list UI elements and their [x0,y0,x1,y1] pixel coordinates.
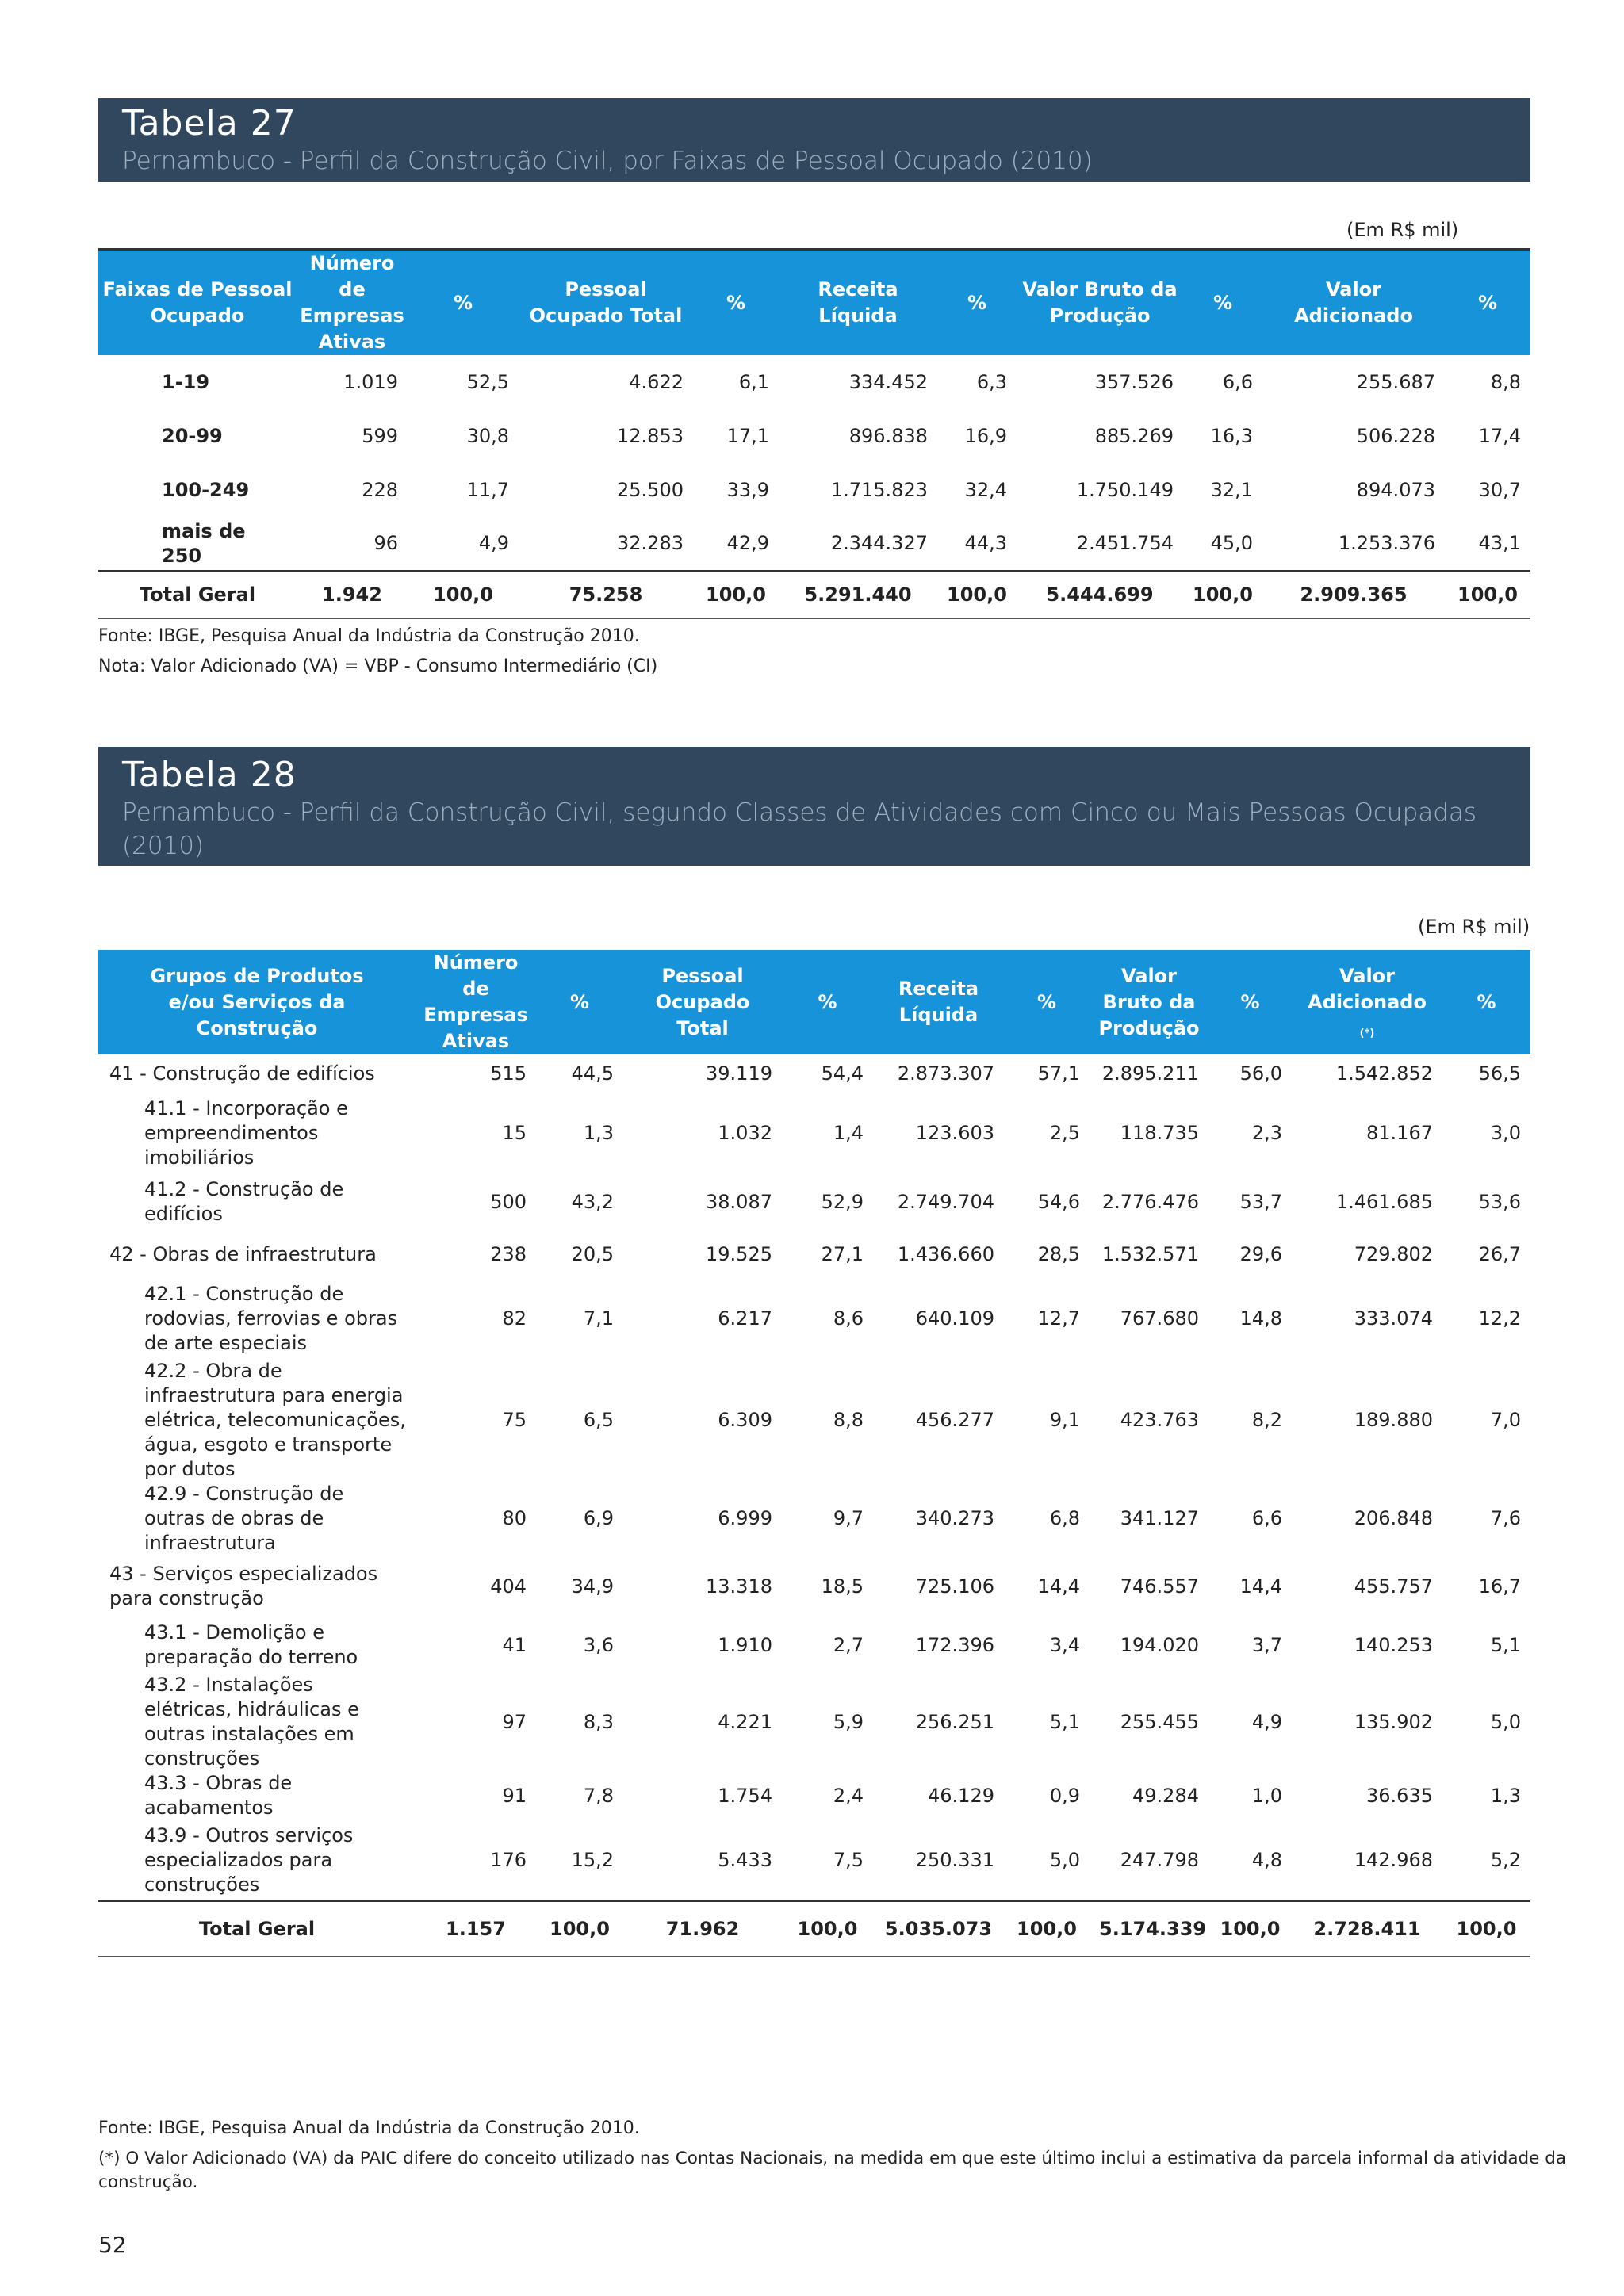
table-cell: 45,0 [1210,532,1253,554]
total-cell: 100,0 [1456,1917,1517,1940]
table-cell: 14,8 [1239,1307,1282,1330]
table-cell: 9,7 [833,1507,864,1529]
col-header: % [726,291,746,314]
table-cell: 2.749.704 [897,1190,994,1213]
table-cell: 247.798 [1120,1849,1199,1871]
total-cell: 100,0 [1220,1917,1281,1940]
col-header: Valor Bruto da Produção [1022,278,1178,327]
table-cell: 27,1 [821,1242,864,1265]
table-cell: 228 [362,478,398,501]
total-cell: 75.258 [569,583,643,606]
total-cell: 71.962 [665,1917,740,1940]
table-28-subtitle: Pernambuco - Perfil da Construção Civil, segundo Classes de Atividades com Cinco ou Mais Pessoas Ocupadas (2010) [122,798,1477,860]
table-cell: 2.776.476 [1101,1190,1199,1213]
table-cell: 206.848 [1354,1507,1433,1529]
table-cell: 123.603 [915,1121,994,1144]
table-27-subtitle: Pernambuco - Perfil da Construção Civil, por Faixas de Pessoal Ocupado (2010) [122,147,1093,175]
table-row [98,463,1530,517]
total-cell: 1.942 [322,583,382,606]
table-cell: 1.750.149 [1076,478,1174,501]
table-28-title: Tabela 28 [122,755,297,795]
table-cell: 1.910 [718,1633,772,1656]
table-cell: 52,9 [821,1190,864,1213]
table-cell: 29,6 [1239,1242,1282,1265]
table-cell: 176 [490,1849,527,1871]
table-cell: 885.269 [1094,424,1174,447]
table-cell: 5,1 [1049,1710,1080,1733]
table-cell: 4,9 [1251,1710,1282,1733]
table-cell: 1.461.685 [1335,1190,1433,1213]
table-cell: 49.284 [1132,1784,1199,1807]
table-cell: 140.253 [1354,1633,1433,1656]
row-label: 43.2 - Instalações elétricas, hidráulicas e outras instalações em construções [144,1674,359,1770]
col-header: Grupos de Produtos e/ou Serviços da Construção [150,964,364,1039]
table-cell: 6,1 [738,370,769,393]
table-cell: 1.019 [343,370,398,393]
row-label: 1-19 [162,370,210,393]
total-cell: 5.444.699 [1046,583,1154,606]
table-cell: 54,6 [1037,1190,1080,1213]
row-label: 43.3 - Obras de acabamentos [144,1772,293,1819]
table-cell: 13.318 [706,1575,772,1598]
total-cell: 100,0 [433,583,493,606]
table-cell: 7,6 [1490,1507,1521,1529]
total-cell: 2.728.411 [1313,1917,1421,1940]
table-cell: 2,7 [833,1633,864,1656]
col-header: % [1240,990,1260,1013]
table-cell: 1.715.823 [830,478,928,501]
total-cell: 100,0 [947,583,1007,606]
table-cell: 56,0 [1239,1062,1282,1085]
table-cell: 1.436.660 [897,1242,994,1265]
total-cell: 100,0 [706,583,766,606]
total-label: Total Geral [198,1917,316,1940]
table-cell: 18,5 [821,1575,864,1598]
row-label: 42.1 - Construção de rodovias, ferrovias e obras de arte especiais [144,1282,398,1354]
table-row [98,1359,1530,1482]
col-header: % [1477,291,1498,314]
table-cell: 20,5 [571,1242,614,1265]
table-cell: 6.217 [718,1307,772,1330]
table-cell: 255.455 [1120,1710,1199,1733]
col-header: % [1477,990,1496,1013]
table-cell: 255.687 [1356,370,1435,393]
table-cell: 5.433 [718,1849,772,1871]
table-cell: 39.119 [706,1062,772,1085]
table-cell: 6,5 [583,1409,614,1431]
table-cell: 0,9 [1049,1784,1080,1807]
total-cell: 2.909.365 [1300,583,1408,606]
table-cell: 896.838 [848,424,928,447]
table-row [98,1556,1530,1617]
row-label: 42.2 - Obra de infraestrutura para energia elétrica, telecomunicações, água, esgoto e transporte por dutos [144,1360,406,1480]
total-cell: 5.174.339 [1099,1917,1207,1940]
col-header: % [569,990,590,1013]
table-row [98,1673,1530,1771]
table-row [98,1230,1530,1278]
table-cell: 357.526 [1094,370,1174,393]
col-header: Faixas de Pessoal Ocupado [102,278,293,327]
table-row [98,1820,1530,1901]
total-cell: 100,0 [1457,583,1518,606]
col-header: % [818,990,837,1013]
table-cell: 333.074 [1354,1307,1433,1330]
table-cell: 2.344.327 [830,532,928,554]
table-cell: 6,6 [1251,1507,1282,1529]
table-row [98,517,1530,571]
table-28-body [98,1054,1530,1957]
table-cell: 746.557 [1120,1575,1199,1598]
table-cell: 142.968 [1354,1849,1433,1871]
total-cell: 100,0 [1193,583,1253,606]
table-row [98,1771,1530,1820]
table-28-header-row [98,950,1530,1054]
table-27 [98,248,1530,619]
table-cell: 1,3 [1490,1784,1521,1807]
row-label: 41 - Construção de edifícios [109,1062,375,1085]
table-cell: 30,8 [466,424,509,447]
table-cell: 599 [362,424,398,447]
table-cell: 42,9 [726,532,769,554]
col-header: Pessoal Ocupado Total [655,964,750,1039]
table-cell: 36.635 [1366,1784,1433,1807]
table-28-header-banner [98,747,1530,866]
table-cell: 6.309 [718,1409,772,1431]
table-28-unit: (Em R$ mil) [1418,916,1530,938]
table-cell: 1.542.852 [1335,1062,1433,1085]
table-cell: 135.902 [1354,1710,1433,1733]
page-number: 52 [98,2232,127,2258]
table-cell: 506.228 [1356,424,1435,447]
table-cell: 2.895.211 [1101,1062,1199,1085]
table-cell: 2.873.307 [897,1062,994,1085]
table-cell: 1,0 [1251,1784,1282,1807]
table-row [98,1617,1530,1673]
table-cell: 16,9 [964,424,1007,447]
table-cell: 1,4 [833,1121,864,1144]
table-cell: 15 [502,1121,527,1144]
row-label: mais de 250 [162,519,246,567]
table-cell: 4,8 [1251,1849,1282,1871]
table-cell: 1.532.571 [1101,1242,1199,1265]
table-cell: 26,7 [1478,1242,1521,1265]
total-cell: 100,0 [550,1917,610,1940]
total-cell: 1.157 [446,1917,506,1940]
table-cell: 1.754 [718,1784,772,1807]
table-cell: 7,0 [1490,1409,1521,1431]
col-header [1292,950,1442,1054]
table-cell: 640.109 [915,1307,994,1330]
table-cell: 172.396 [915,1633,994,1656]
table-cell: 6,3 [976,370,1007,393]
table-cell: 194.020 [1120,1633,1199,1656]
table-cell: 8,6 [833,1307,864,1330]
table-27-header-row [98,250,1530,356]
table-cell: 33,9 [726,478,769,501]
table-cell: 3,6 [583,1633,614,1656]
table-cell: 12,7 [1037,1307,1080,1330]
table-row [98,1093,1530,1173]
table-27-source: Fonte: IBGE, Pesquisa Anual da Indústria da Construção 2010. [98,626,640,646]
table-cell: 8,3 [583,1710,614,1733]
table-cell: 7,5 [833,1849,864,1871]
table-cell: 32,1 [1210,478,1253,501]
table-cell: 80 [502,1507,527,1529]
col-header: Receita Líquida [818,278,898,327]
table-cell: 44,3 [964,532,1007,554]
table-cell: 8,8 [1490,370,1521,393]
table-27-title: Tabela 27 [122,103,297,144]
total-cell: 100,0 [797,1917,858,1940]
table-row [98,409,1530,463]
table-cell: 43,1 [1478,532,1521,554]
table-cell: 1.253.376 [1338,532,1435,554]
table-cell: 767.680 [1120,1307,1199,1330]
table-cell: 15,2 [571,1849,614,1871]
total-cell: 5.035.073 [884,1917,993,1940]
table-cell: 6.999 [718,1507,772,1529]
table-row [98,1173,1530,1230]
table-cell: 456.277 [915,1409,994,1431]
table-cell: 5,0 [1490,1710,1521,1733]
table-cell: 5,9 [833,1710,864,1733]
total-row [98,571,1530,618]
table-cell: 7,1 [583,1307,614,1330]
row-label: 43 - Serviços especializados para construção [109,1563,378,1609]
total-cell: 100,0 [1017,1917,1077,1940]
col-header: Receita Líquida [898,978,979,1026]
table-cell: 96 [373,532,398,554]
table-row [98,1054,1530,1093]
table-cell: 43,2 [571,1190,614,1213]
table-cell: 894.073 [1356,478,1435,501]
table-cell: 6,9 [583,1507,614,1529]
table-27-body [98,355,1530,618]
table-cell: 3,0 [1490,1121,1521,1144]
row-label: 100-249 [162,478,250,501]
col-header: Valor Bruto da Produção [1098,964,1200,1039]
row-label: 43.1 - Demolição e preparação do terreno [144,1621,358,1668]
table-cell: 32,4 [964,478,1007,501]
table-cell: 2,3 [1251,1121,1282,1144]
table-row [98,355,1530,409]
table-cell: 2,4 [833,1784,864,1807]
table-cell: 4.622 [629,370,684,393]
total-row [98,1901,1530,1957]
row-label: 42.9 - Construção de outras de obras de infraestrutura [144,1483,344,1554]
row-label: 41.2 - Construção de edifícios [144,1178,344,1225]
table-cell: 3,7 [1251,1633,1282,1656]
col-header: % [1036,990,1057,1013]
table-cell: 118.735 [1120,1121,1199,1144]
table-cell: 334.452 [848,370,928,393]
table-cell: 14,4 [1239,1575,1282,1598]
table-cell: 1,3 [583,1121,614,1144]
table-row [98,1278,1530,1359]
table-cell: 729.802 [1354,1242,1433,1265]
table-cell: 341.127 [1120,1507,1199,1529]
table-cell: 455.757 [1354,1575,1433,1598]
table-cell: 19.525 [706,1242,772,1265]
table-cell: 2,5 [1049,1121,1080,1144]
table-cell: 25.500 [617,478,684,501]
table-cell: 340.273 [915,1507,994,1529]
table-cell: 75 [502,1409,527,1431]
table-cell: 81.167 [1366,1121,1433,1144]
table-cell: 38.087 [706,1190,772,1213]
table-cell: 53,7 [1239,1190,1282,1213]
table-cell: 11,7 [466,478,509,501]
row-label: 41.1 - Incorporação e empreendimentos imobiliários [144,1096,348,1169]
table-cell: 16,7 [1478,1575,1521,1598]
table-row [98,1482,1530,1556]
table-cell: 16,3 [1210,424,1253,447]
table-cell: 12,2 [1478,1307,1521,1330]
table-cell: 44,5 [571,1062,614,1085]
table-cell: 46.129 [928,1784,994,1807]
table-cell: 34,9 [571,1575,614,1598]
table-cell: 41 [502,1633,527,1656]
col-header: Número de Empresas Ativas [300,252,404,353]
table-27-note: Nota: Valor Adicionado (VA) = VBP - Consumo Intermediário (CI) [98,656,658,676]
row-label: 20-99 [162,424,223,447]
table-27-header-banner [98,98,1530,182]
col-header: % [1212,291,1233,314]
table-cell: 56,5 [1478,1062,1521,1085]
col-header: % [453,291,473,314]
col-header: Valor Adicionado [1294,278,1413,327]
table-cell: 6,8 [1049,1507,1080,1529]
table-cell: 500 [490,1190,527,1213]
table-cell: 97 [502,1710,527,1733]
table-cell: 238 [490,1242,527,1265]
table-cell: 12.853 [617,424,684,447]
table-cell: 32.283 [617,532,684,554]
footnote-marker: (*) [1359,1027,1375,1039]
table-28-note: (*) O Valor Adicionado (VA) da PAIC difere do conceito utilizado nas Contas Nacionais, na medida em que este último inclui a estimativa da parcela informal da atividade da construção. [98,2149,1567,2192]
table-cell: 1.032 [718,1121,772,1144]
table-cell: 3,4 [1049,1633,1080,1656]
table-cell: 30,7 [1478,478,1521,501]
col-header: Número de Empresas Ativas [423,951,528,1052]
table-cell: 28,5 [1037,1242,1080,1265]
table-cell: 53,6 [1478,1190,1521,1213]
table-cell: 8,8 [833,1409,864,1431]
table-cell: 9,1 [1049,1409,1080,1431]
table-27-unit: (Em R$ mil) [1346,219,1459,241]
total-label: Total Geral [139,583,256,606]
table-cell: 2.451.754 [1076,532,1174,554]
table-cell: 52,5 [466,370,509,393]
table-cell: 189.880 [1354,1409,1433,1431]
table-cell: 250.331 [915,1849,994,1871]
row-label: 42 - Obras de infraestrutura [109,1242,377,1265]
table-cell: 14,4 [1037,1575,1080,1598]
table-28-source: Fonte: IBGE, Pesquisa Anual da Indústria da Construção 2010. [98,2118,640,2138]
table-cell: 5,2 [1490,1849,1521,1871]
table-cell: 57,1 [1037,1062,1080,1085]
table-cell: 423.763 [1120,1409,1199,1431]
table-cell: 5,1 [1490,1633,1521,1656]
table-cell: 91 [502,1784,527,1807]
table-cell: 17,4 [1478,424,1521,447]
table-cell: 4.221 [718,1710,772,1733]
table-cell: 515 [490,1062,527,1085]
table-cell: 7,8 [583,1784,614,1807]
col-header-label: Valor Adicionado [1308,964,1427,1013]
table-cell: 6,6 [1222,370,1253,393]
total-cell: 5.291.440 [804,583,912,606]
table-28 [98,950,1530,1957]
table-cell: 54,4 [821,1062,864,1085]
table-cell: 17,1 [726,424,769,447]
table-cell: 5,0 [1049,1849,1080,1871]
table-cell: 8,2 [1251,1409,1282,1431]
table-cell: 82 [502,1307,527,1330]
table-cell: 725.106 [915,1575,994,1598]
col-header: % [967,291,987,314]
table-cell: 4,9 [478,532,509,554]
table-cell: 404 [490,1575,527,1598]
table-cell: 256.251 [915,1710,994,1733]
row-label: 43.9 - Outros serviços especializados para construções [144,1824,354,1896]
col-header: Pessoal Ocupado Total [529,278,683,327]
